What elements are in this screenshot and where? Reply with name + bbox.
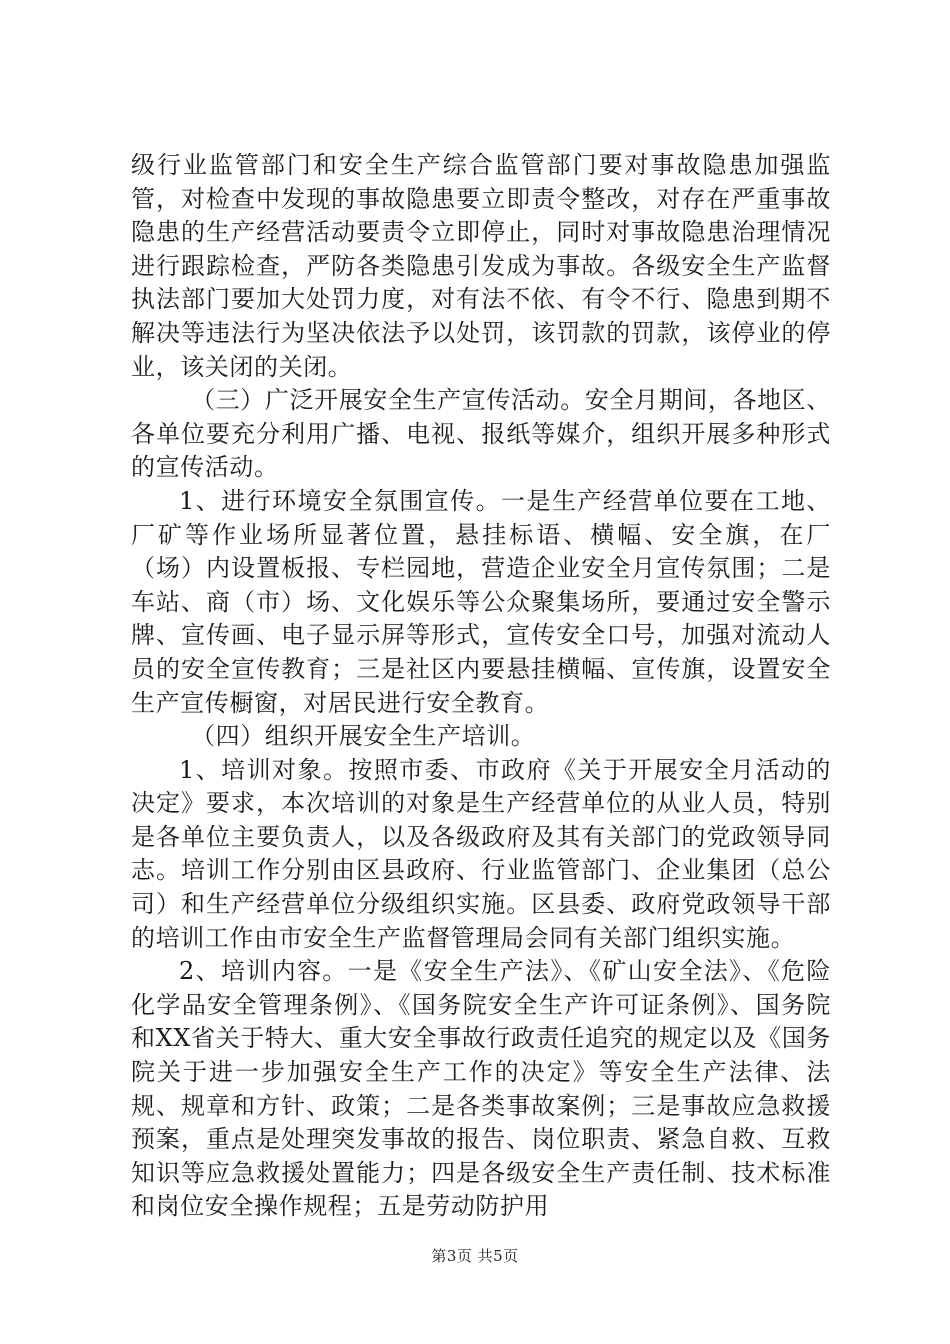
paragraph-training-content: 2、培训内容。一是《安全生产法》、《矿山安全法》、《危险化学品安全管理条例》、《国务院安全生产许可证条例》、国务院和XX省关于特大、重大安全事故行政责任追究的规定以及《国务院关于进一步加强安全生产工作的决定》等安全生产法律、法规、规章和方针、政策；二是各类事故案例；三是事故应急救援预案，重点是处理突发事故的报告、岗位职责、紧急自救、互救知识等应急救援处置能力；四是各级安全生产责任制、技术标准和岗位安全操作规程；五是劳动防护用: [131, 957, 831, 1221]
page-number-footer: 第3页 共5页: [431, 1247, 519, 1265]
document-body: [131, 149, 831, 1224]
paragraph-environment-publicity: 1、进行环境安全氛围宣传。一是生产经营单位要在工地、厂矿等作业场所显著位置，悬挂标语、横幅、安全旗，在厂（场）内设置板报、专栏园地，营造企业安全月宣传氛围；二是车站、商（市）场、文化娱乐等公众聚集场所，要通过安全警示牌、宣传画、电子显示屏等形式，宣传安全口号，加强对流动人员的安全宣传教育；三是社区内要悬挂横幅、宣传旗，设置安全生产宣传橱窗，对居民进行安全教育。: [131, 486, 831, 717]
paragraph-section-three-heading: （三）广泛开展安全生产宣传活动。安全月期间，各地区、各单位要充分利用广播、电视、报纸等媒介，组织开展多种形式的宣传活动。: [131, 386, 831, 482]
paragraph-training-targets: 1、培训对象。按照市委、市政府《关于开展安全月活动的决定》要求，本次培训的对象是生产经营单位的从业人员，特别是各单位主要负责人，以及各级政府及其有关部门的党政领导同志。培训工作分别由区县政府、行业监管部门、企业集团（总公司）和生产经营单位分级组织实施。区县委、政府党政领导干部的培训工作由市安全生产监督管理局会同有关部门组织实施。: [131, 755, 831, 952]
paragraph-section-four-heading: （四）组织开展安全生产培训。: [191, 722, 536, 751]
paragraph-regulation-enforcement: 级行业监管部门和安全生产综合监管部门要对事故隐患加强监管，对检查中发现的事故隐患要立即责令整改，对存在严重事故隐患的生产经营活动要责令立即停止，同时对事故隐患治理情况进行跟踪检查，严防各类隐患引发成为事故。各级安全生产监督执法部门要加大处罚力度，对有法不依、有令不行、隐患到期不解决等违法行为坚决依法予以处罚，该罚款的罚款，该停业的停业，该关闭的关闭。: [131, 151, 831, 381]
